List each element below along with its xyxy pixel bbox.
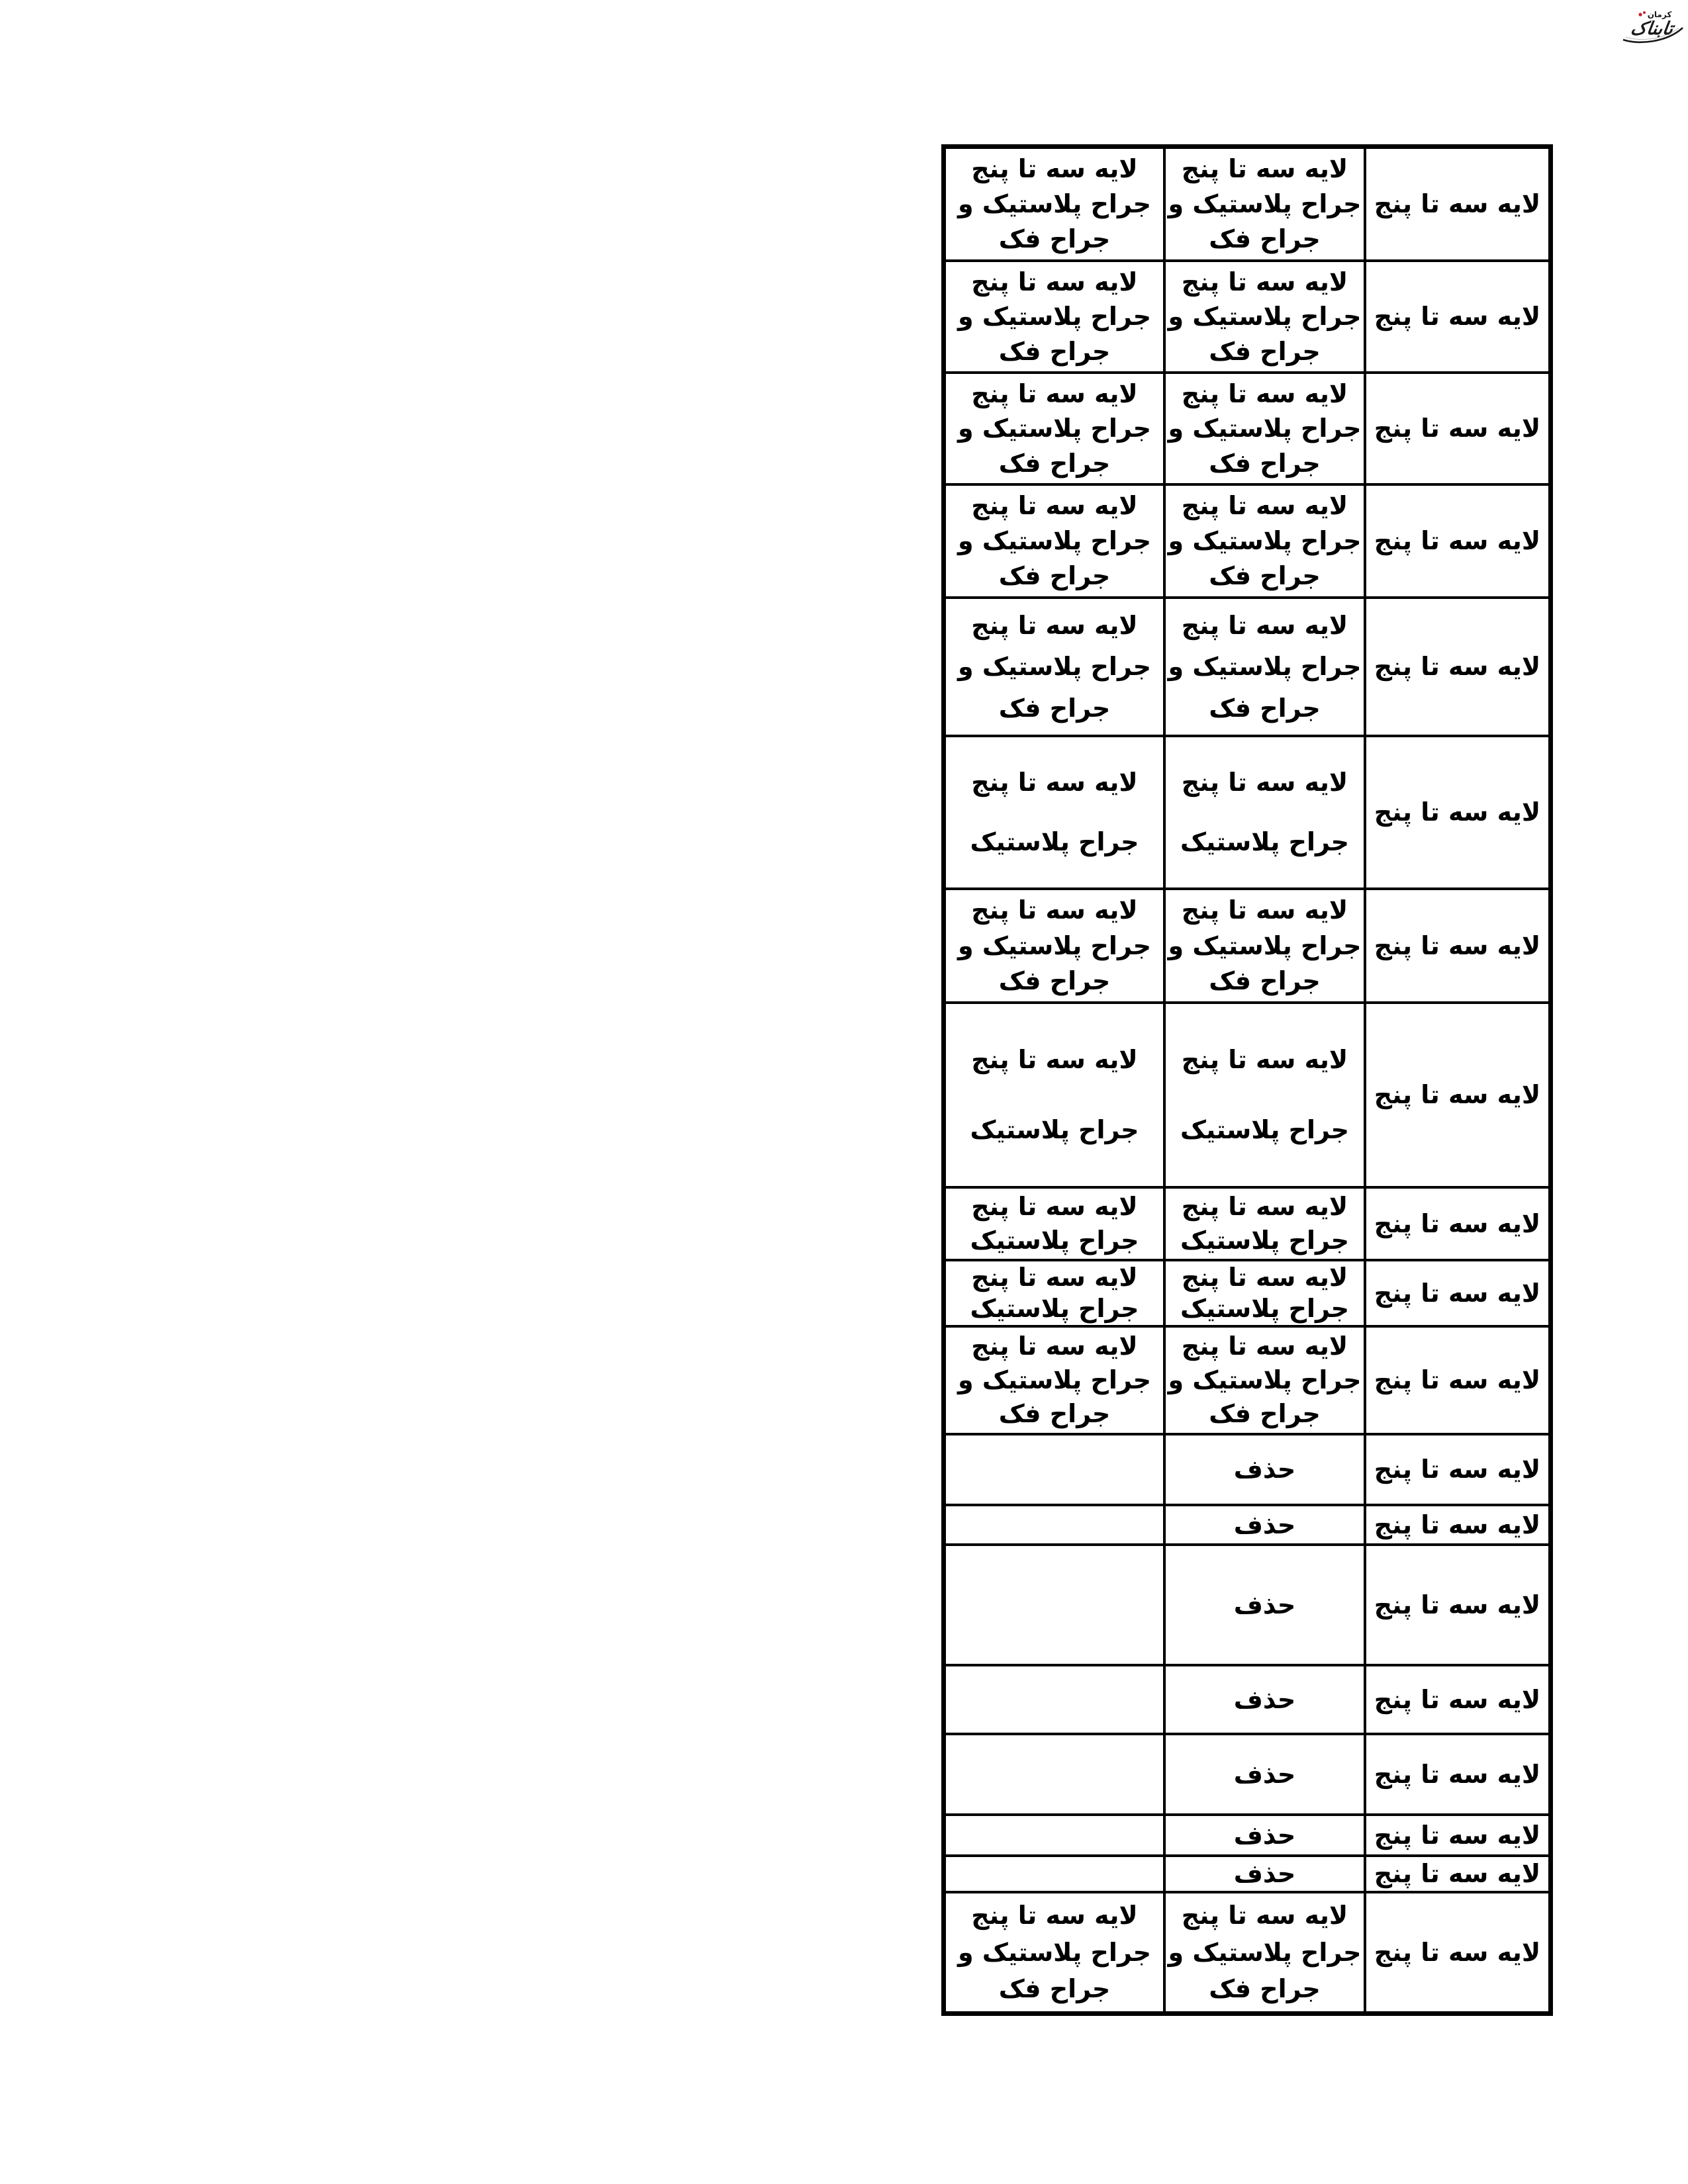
table-cell-middle-row10: [1164, 1260, 1365, 1326]
cell-line: لایه سه تا پنج: [1374, 414, 1541, 443]
cell-line: جراح پلاستیک و: [1168, 526, 1362, 556]
table-cell-left-row18: [945, 1856, 1164, 1892]
cell-line: لایه سه تا پنج: [971, 491, 1138, 521]
cell-line: لایه سه تا پنج: [1374, 797, 1541, 827]
table-cell-middle-row1: [1164, 148, 1365, 261]
table-cell-right-row4: [1365, 484, 1550, 598]
cell-line: حذف: [1233, 1859, 1296, 1889]
cell-line: حذف: [1233, 1684, 1296, 1714]
table-cell-middle-row11: [1164, 1326, 1365, 1434]
cell-line: جراح پلاستیک و: [958, 414, 1151, 443]
cell-line: لایه سه تا پنج: [1374, 1455, 1541, 1484]
cell-line: جراح پلاستیک و: [1168, 302, 1362, 332]
table-cell-right-row19: [1365, 1892, 1550, 2013]
cell-line: حذف: [1233, 1455, 1296, 1484]
table-cell-left-row9: [945, 1187, 1164, 1260]
table-cell-left-row5: [945, 598, 1164, 736]
cell-line: لایه سه تا پنج: [1374, 1510, 1541, 1539]
cell-line: لایه سه تا پنج: [971, 610, 1138, 640]
cell-line: لایه سه تا پنج: [1374, 1684, 1541, 1714]
table-cell-right-row18: [1365, 1856, 1550, 1892]
cell-line: لایه سه تا پنج: [971, 1900, 1138, 1930]
cell-line: جراح پلاستیک: [1180, 1115, 1350, 1145]
table-cell-left-row13: [945, 1505, 1164, 1545]
cell-line: جراح فک: [1209, 224, 1321, 254]
cell-line: لایه سه تا پنج: [971, 767, 1138, 797]
cell-line: جراح پلاستیک و: [1168, 189, 1362, 219]
table-cell-left-row3: [945, 373, 1164, 484]
cell-line: حذف: [1233, 1510, 1296, 1539]
table-cell-right-row15: [1365, 1665, 1550, 1734]
tabnak-kerman-logo: [1615, 7, 1688, 46]
table-cell-left-row14: [945, 1545, 1164, 1665]
table-cell-middle-row2: [1164, 261, 1365, 373]
cell-line: حذف: [1233, 1759, 1296, 1789]
cell-line: جراح پلاستیک: [970, 827, 1139, 857]
cell-line: لایه سه تا پنج: [1374, 526, 1541, 556]
table-cell-right-row2: [1365, 261, 1550, 373]
cell-line: لایه سه تا پنج: [1374, 1937, 1541, 1967]
table-cell-left-row11: [945, 1326, 1164, 1434]
table-cell-right-row12: [1365, 1434, 1550, 1505]
cell-line: لایه سه تا پنج: [1181, 1900, 1348, 1930]
table-cell-left-row4: [945, 484, 1164, 598]
table-cell-left-row12: [945, 1434, 1164, 1505]
schedule-table: [941, 144, 1553, 2016]
cell-line: جراح پلاستیک و: [1168, 652, 1362, 682]
table-cell-left-row8: [945, 1003, 1164, 1187]
table-cell-right-row3: [1365, 373, 1550, 484]
cell-line: جراح پلاستیک: [970, 1294, 1139, 1324]
table-cell-left-row15: [945, 1665, 1164, 1734]
cell-line: جراح پلاستیک و: [958, 1365, 1151, 1395]
cell-line: لایه سه تا پنج: [971, 1263, 1138, 1293]
cell-line: جراح پلاستیک: [1180, 1225, 1350, 1255]
table-cell-middle-row12: [1164, 1434, 1365, 1505]
table-cell-left-row16: [945, 1734, 1164, 1815]
cell-line: لایه سه تا پنج: [1374, 1365, 1541, 1395]
cell-line: لایه سه تا پنج: [1181, 767, 1348, 797]
table-cell-middle-row13: [1164, 1505, 1365, 1545]
table-cell-middle-row14: [1164, 1545, 1365, 1665]
cell-line: لایه سه تا پنج: [1181, 1332, 1348, 1361]
table-cell-right-row13: [1365, 1505, 1550, 1545]
cell-line: لایه سه تا پنج: [971, 267, 1138, 296]
logo-sub-text-svg: کرمان: [1647, 10, 1672, 19]
cell-line: جراح فک: [1209, 693, 1321, 723]
cell-line: لایه سه تا پنج: [1181, 1263, 1348, 1293]
cell-line: جراح فک: [1209, 966, 1321, 995]
cell-line: لایه سه تا پنج: [1374, 189, 1541, 219]
cell-line: جراح پلاستیک و: [958, 302, 1151, 332]
cell-line: جراح پلاستیک: [1180, 1294, 1350, 1324]
table-cell-left-row7: [945, 889, 1164, 1003]
cell-line: لایه سه تا پنج: [971, 154, 1138, 184]
cell-line: جراح پلاستیک و: [958, 189, 1151, 219]
cell-line: جراح فک: [1209, 1399, 1321, 1429]
cell-line: لایه سه تا پنج: [1181, 491, 1348, 521]
cell-line: لایه سه تا پنج: [1181, 267, 1348, 296]
cell-line: جراح پلاستیک: [970, 1225, 1139, 1255]
cell-line: لایه سه تا پنج: [1181, 1192, 1348, 1222]
cell-line: جراح فک: [998, 336, 1111, 366]
cell-line: جراح فک: [998, 966, 1111, 995]
cell-line: لایه سه تا پنج: [1374, 931, 1541, 960]
table-cell-middle-row17: [1164, 1815, 1365, 1856]
table-cell-left-row2: [945, 261, 1164, 373]
cell-line: لایه سه تا پنج: [1181, 895, 1348, 925]
cell-line: جراح پلاستیک و: [1168, 1365, 1362, 1395]
cell-line: لایه سه تا پنج: [1374, 1859, 1541, 1889]
cell-line: جراح پلاستیک و: [958, 526, 1151, 556]
cell-line: لایه سه تا پنج: [1374, 302, 1541, 332]
cell-line: لایه سه تا پنج: [1374, 1820, 1541, 1850]
cell-line: لایه سه تا پنج: [971, 1192, 1138, 1222]
table-cell-left-row1: [945, 148, 1164, 261]
cell-line: جراح فک: [998, 448, 1111, 478]
table-cell-right-row11: [1365, 1326, 1550, 1434]
table-cell-middle-row5: [1164, 598, 1365, 736]
table-cell-left-row10: [945, 1260, 1164, 1326]
table-cell-right-row10: [1365, 1260, 1550, 1326]
table-cell-middle-row15: [1164, 1665, 1365, 1734]
table-cell-middle-row9: [1164, 1187, 1365, 1260]
logo-accent-dot: [1643, 11, 1646, 14]
cell-line: جراح فک: [1209, 1974, 1321, 2004]
table-cell-right-row16: [1365, 1734, 1550, 1815]
cell-line: جراح پلاستیک: [970, 1115, 1139, 1145]
table-cell-right-row7: [1365, 889, 1550, 1003]
logo-accent-dot: [1638, 13, 1642, 16]
cell-line: جراح فک: [1209, 336, 1321, 366]
cell-line: جراح پلاستیک و: [1168, 1937, 1362, 1967]
table-cell-middle-row6: [1164, 736, 1365, 889]
table-cell-middle-row8: [1164, 1003, 1365, 1187]
table-cell-right-row14: [1365, 1545, 1550, 1665]
table-cell-middle-row19: [1164, 1892, 1365, 2013]
cell-line: جراح پلاستیک و: [958, 652, 1151, 682]
cell-line: لایه سه تا پنج: [971, 1044, 1138, 1074]
table-cell-middle-row7: [1164, 889, 1365, 1003]
cell-line: حذف: [1233, 1590, 1296, 1619]
cell-line: لایه سه تا پنج: [1374, 1590, 1541, 1619]
table-cell-left-row17: [945, 1815, 1164, 1856]
cell-line: جراح فک: [998, 1399, 1111, 1429]
table-cell-left-row6: [945, 736, 1164, 889]
table-cell-right-row5: [1365, 598, 1550, 736]
table-cell-left-row19: [945, 1892, 1164, 2013]
cell-line: لایه سه تا پنج: [971, 1332, 1138, 1361]
table-cell-middle-row4: [1164, 484, 1365, 598]
cell-line: جراح فک: [998, 693, 1111, 723]
cell-line: لایه سه تا پنج: [1374, 652, 1541, 682]
cell-line: لایه سه تا پنج: [1374, 1759, 1541, 1789]
cell-line: لایه سه تا پنج: [971, 379, 1138, 408]
logo-main-text-svg: تابناک: [1629, 19, 1675, 39]
cell-line: جراح فک: [998, 224, 1111, 254]
table-cell-middle-row18: [1164, 1856, 1365, 1892]
cell-line: لایه سه تا پنج: [1181, 379, 1348, 408]
cell-line: جراح پلاستیک و: [1168, 414, 1362, 443]
cell-line: لایه سه تا پنج: [1374, 1080, 1541, 1110]
table-cell-right-row9: [1365, 1187, 1550, 1260]
table-cell-right-row1: [1365, 148, 1550, 261]
table-cell-right-row17: [1365, 1815, 1550, 1856]
cell-line: لایه سه تا پنج: [1181, 610, 1348, 640]
logo-graphic: [1615, 7, 1688, 46]
cell-line: جراح فک: [1209, 448, 1321, 478]
table-cell-right-row8: [1365, 1003, 1550, 1187]
cell-line: جراح پلاستیک و: [958, 931, 1151, 960]
cell-line: جراح فک: [1209, 561, 1321, 591]
cell-line: لایه سه تا پنج: [1181, 154, 1348, 184]
cell-line: لایه سه تا پنج: [1374, 1278, 1541, 1308]
cell-line: جراح پلاستیک و: [958, 1937, 1151, 1967]
cell-line: جراح فک: [998, 561, 1111, 591]
cell-line: لایه سه تا پنج: [971, 895, 1138, 925]
cell-line: حذف: [1233, 1820, 1296, 1850]
table-cell-right-row6: [1365, 736, 1550, 889]
cell-line: جراح پلاستیک: [1180, 827, 1350, 857]
table-cell-middle-row3: [1164, 373, 1365, 484]
cell-line: جراح فک: [998, 1974, 1111, 2004]
cell-line: لایه سه تا پنج: [1181, 1044, 1348, 1074]
cell-line: لایه سه تا پنج: [1374, 1208, 1541, 1238]
table-cell-middle-row16: [1164, 1734, 1365, 1815]
cell-line: جراح پلاستیک و: [1168, 931, 1362, 960]
